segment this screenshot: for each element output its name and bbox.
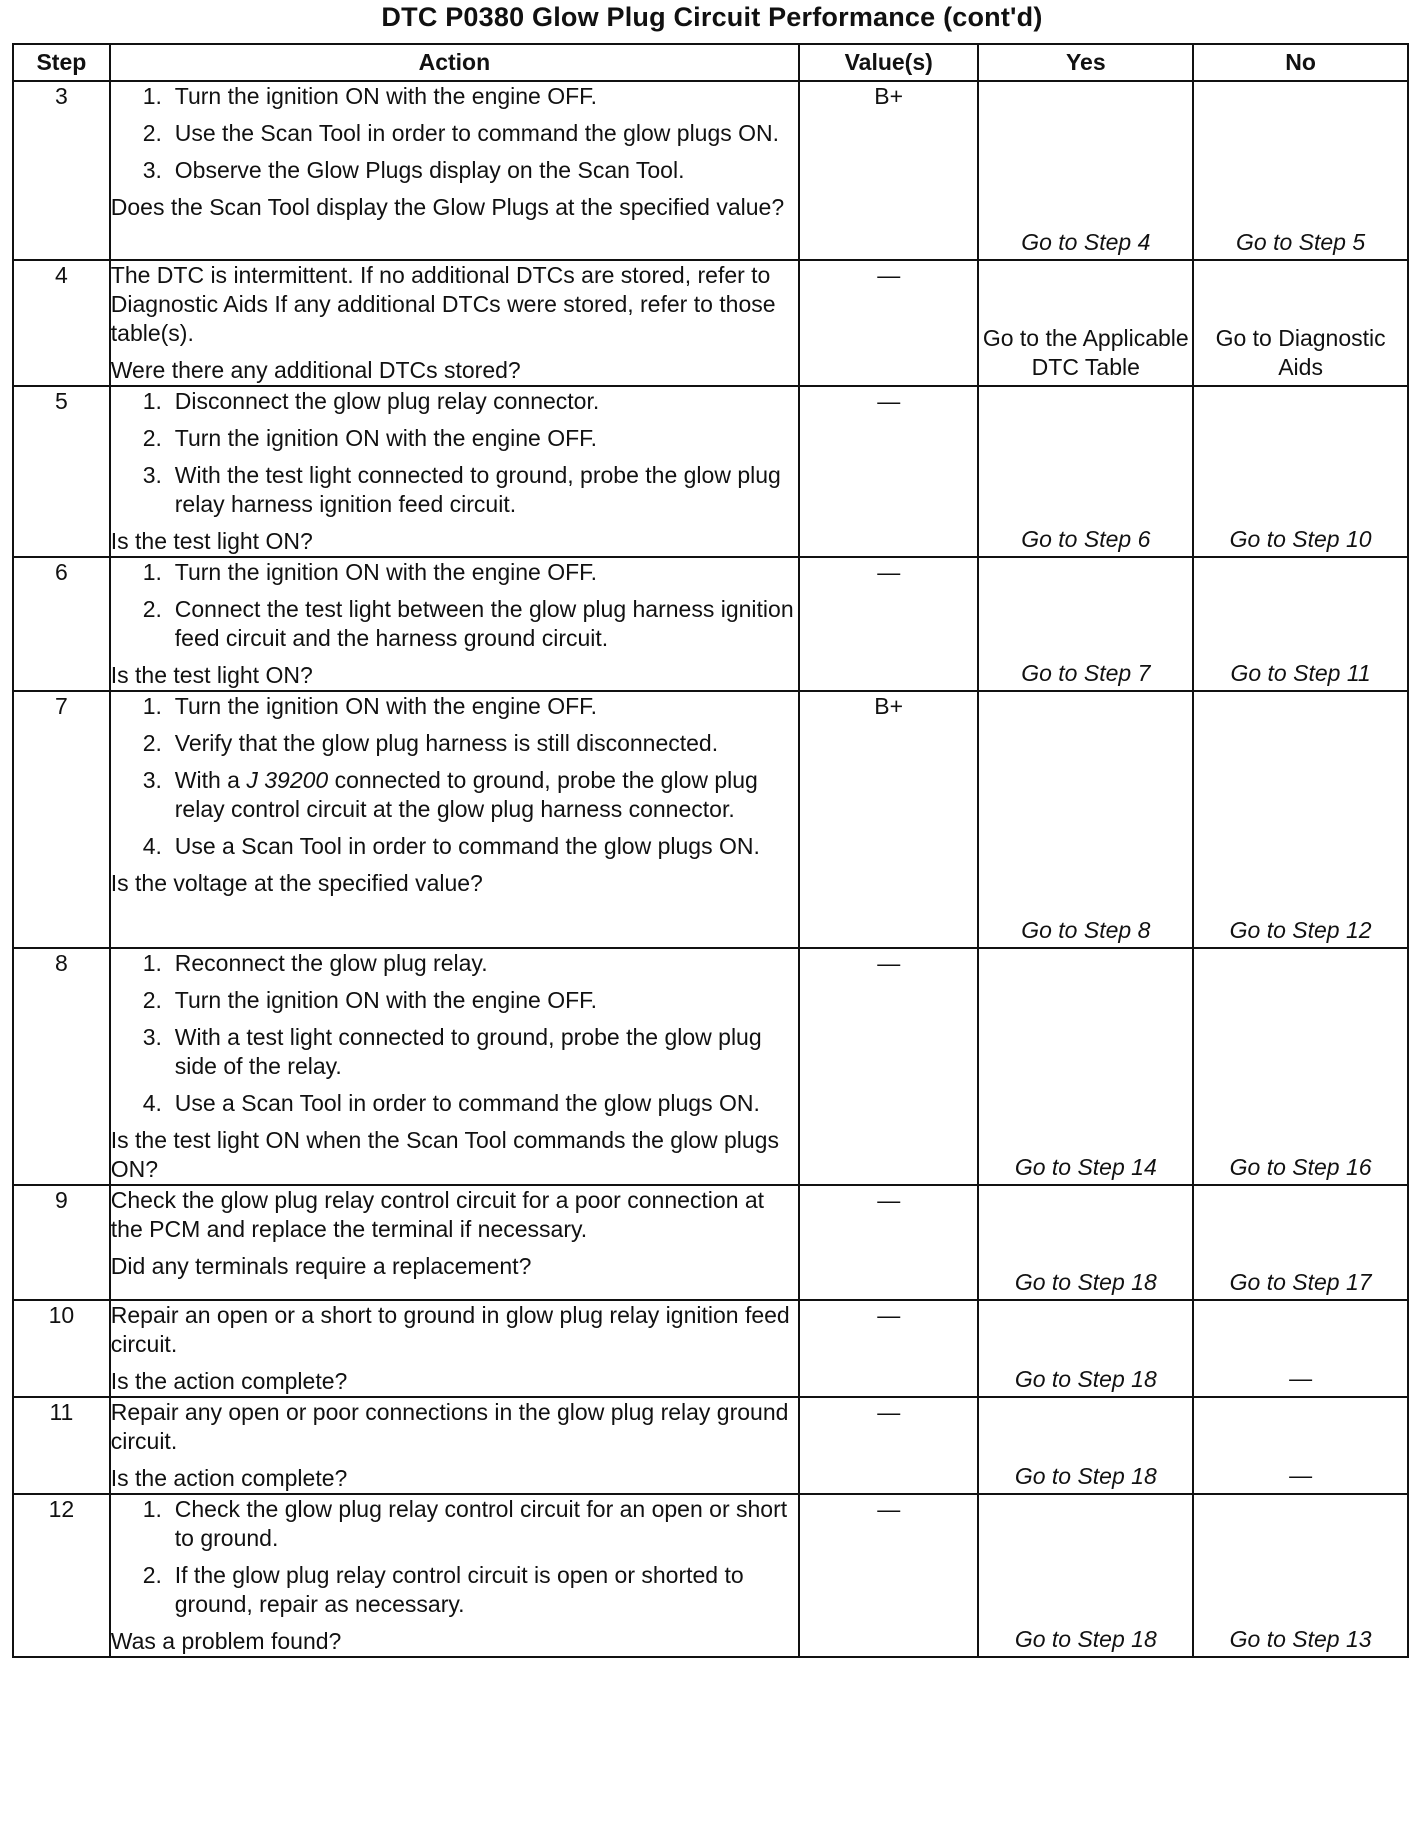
action-step-number: 1. (142, 950, 162, 976)
table-row (13, 260, 1408, 386)
yes-cell (978, 1397, 1193, 1494)
action-step-text: Turn the ignition ON with the engine OFF. (174, 987, 598, 1013)
action-step-item (143, 949, 798, 978)
action-text: Check the glow plug relay control circuit for a poor connection at the PCM and replace the terminal if necessary. (110, 1187, 765, 1242)
action-step-number: 2. (142, 1562, 162, 1588)
table-row (13, 1397, 1408, 1494)
no-cell (1193, 386, 1408, 557)
value-cell: — (799, 1494, 978, 1657)
yes-outcome: Go to Step 14 (1014, 1154, 1157, 1180)
step-cell: 5 (13, 386, 110, 557)
action-step-text: Use a Scan Tool in order to command the glow plugs ON. (174, 833, 760, 859)
yes-cell (978, 1300, 1193, 1397)
value-cell: — (799, 260, 978, 386)
action-steps-list (111, 82, 798, 185)
action-step-number: 2. (142, 596, 162, 622)
no-outcome: Go to Step 5 (1236, 229, 1366, 255)
yes-outcome: Go to Step 18 (1014, 1269, 1157, 1295)
action-cell (110, 81, 799, 260)
action-step-number: 1. (142, 559, 162, 585)
no-cell (1193, 1185, 1408, 1300)
action-step-item (143, 1023, 798, 1081)
table-row (13, 81, 1408, 260)
step-cell: 9 (13, 1185, 110, 1300)
no-outcome: Go to Step 10 (1229, 526, 1372, 552)
yes-cell (978, 948, 1193, 1185)
no-cell (1193, 1397, 1408, 1494)
action-step-text: With the test light connected to ground, probe the glow plug relay harness ignition feed circuit. (174, 462, 781, 517)
action-step-text: Turn the ignition ON with the engine OFF. (174, 83, 598, 109)
action-step-text: Observe the Glow Plugs display on the Scan Tool. (174, 157, 685, 183)
action-step-text: Use the Scan Tool in order to command the glow plugs ON. (174, 120, 780, 146)
action-step-number: 1. (142, 1496, 162, 1522)
action-question: Were there any additional DTCs stored? (110, 357, 521, 383)
action-question: Did any terminals require a replacement? (110, 1253, 532, 1279)
action-steps-list (111, 949, 798, 1118)
step-cell: 11 (13, 1397, 110, 1494)
action-step-number: 4. (142, 833, 162, 859)
action-step-number: 2. (142, 730, 162, 756)
table-row (13, 1494, 1408, 1657)
table-row (13, 691, 1408, 948)
action-step-number: 2. (142, 425, 162, 451)
action-step-item (143, 1561, 798, 1619)
no-outcome: Go to Step 12 (1229, 917, 1372, 943)
value-cell: — (799, 386, 978, 557)
table-row (13, 1185, 1408, 1300)
action-steps-list (111, 692, 798, 861)
no-outcome: Go to Step 16 (1229, 1154, 1372, 1180)
yes-outcome: Go to Step 18 (1014, 1366, 1157, 1392)
no-outcome: Go to Diagnostic Aids (1215, 325, 1386, 380)
value-cell: — (799, 557, 978, 691)
header-yes: Yes (978, 44, 1193, 81)
yes-cell (978, 691, 1193, 948)
action-step-item (143, 986, 798, 1015)
step-cell: 6 (13, 557, 110, 691)
action-step-text: Reconnect the glow plug relay. (174, 950, 488, 976)
no-dash: — (1289, 1365, 1313, 1391)
header-no: No (1193, 44, 1408, 81)
header-action: Action (110, 44, 799, 81)
action-question: Is the voltage at the specified value? (110, 870, 483, 896)
action-step-text: With a test light connected to ground, probe the glow plug side of the relay. (174, 1024, 762, 1079)
action-step-item (143, 1495, 798, 1553)
action-step-item (143, 1089, 798, 1118)
action-step-text: Verify that the glow plug harness is still disconnected. (174, 730, 719, 756)
no-cell (1193, 1300, 1408, 1397)
no-dash: — (1289, 1462, 1313, 1488)
action-question: Is the test light ON? (110, 662, 313, 688)
action-steps-list (111, 387, 798, 519)
yes-cell (978, 1494, 1193, 1657)
yes-cell (978, 260, 1193, 386)
no-cell (1193, 81, 1408, 260)
action-step-item (143, 119, 798, 148)
step-cell: 8 (13, 948, 110, 1185)
action-question: Does the Scan Tool display the Glow Plugs at the specified value? (110, 194, 785, 220)
action-step-text: Turn the ignition ON with the engine OFF. (174, 559, 598, 585)
header-value: Value(s) (799, 44, 978, 81)
no-cell (1193, 1494, 1408, 1657)
action-question: Is the action complete? (110, 1368, 348, 1394)
value-cell: — (799, 1300, 978, 1397)
no-cell (1193, 260, 1408, 386)
action-cell (110, 386, 799, 557)
action-cell (110, 691, 799, 948)
action-step-number: 1. (142, 693, 162, 719)
yes-cell (978, 386, 1193, 557)
action-cell (110, 1185, 799, 1300)
yes-outcome: Go to Step 18 (1014, 1463, 1157, 1489)
diagnostic-table (12, 43, 1409, 1658)
action-step-text: Disconnect the glow plug relay connector. (174, 388, 600, 414)
step-cell: 7 (13, 691, 110, 948)
table-row (13, 557, 1408, 691)
action-step-item (143, 82, 798, 111)
action-cell (110, 1300, 799, 1397)
step-cell: 12 (13, 1494, 110, 1657)
table-row (13, 386, 1408, 557)
yes-cell (978, 81, 1193, 260)
action-step-number: 3. (142, 767, 162, 793)
action-text: The DTC is intermittent. If no additional DTCs are stored, refer to Diagnostic Aids If any additional DTCs were stored, refer to those table(s). (110, 262, 776, 346)
action-step-item (143, 461, 798, 519)
no-cell (1193, 691, 1408, 948)
no-outcome: Go to Step 13 (1229, 1626, 1372, 1652)
action-step-item (143, 387, 798, 416)
table-row (13, 948, 1408, 1185)
action-step-text: Turn the ignition ON with the engine OFF. (174, 693, 598, 719)
value-cell: B+ (799, 691, 978, 948)
action-text: Repair an open or a short to ground in glow plug relay ignition feed circuit. (110, 1302, 790, 1357)
value-cell: — (799, 1397, 978, 1494)
action-step-item (143, 558, 798, 587)
action-cell (110, 1397, 799, 1494)
action-step-text: If the glow plug relay control circuit is open or shorted to ground, repair as necessary. (174, 1562, 744, 1617)
yes-outcome: Go to Step 18 (1014, 1626, 1157, 1652)
value-cell: B+ (799, 81, 978, 260)
table-header-row (13, 44, 1408, 81)
action-step-item (143, 595, 798, 653)
action-text: Repair any open or poor connections in the glow plug relay ground circuit. (110, 1399, 789, 1454)
no-cell (1193, 557, 1408, 691)
action-step-number: 3. (142, 462, 162, 488)
yes-outcome: Go to the Applicable DTC Table (982, 325, 1189, 380)
action-question: Is the test light ON when the Scan Tool commands the glow plugs ON? (110, 1127, 779, 1182)
action-steps-list (111, 1495, 798, 1619)
action-step-item (143, 729, 798, 758)
action-step-item (143, 424, 798, 453)
action-step-text: Turn the ignition ON with the engine OFF. (174, 425, 598, 451)
value-cell: — (799, 948, 978, 1185)
step-cell: 3 (13, 81, 110, 260)
action-cell (110, 1494, 799, 1657)
step-cell: 10 (13, 1300, 110, 1397)
action-question: Is the test light ON? (110, 528, 313, 554)
action-step-item (143, 156, 798, 185)
action-step-item (143, 692, 798, 721)
no-outcome: Go to Step 17 (1229, 1269, 1372, 1295)
action-cell (110, 948, 799, 1185)
no-outcome: Go to Step 11 (1230, 660, 1371, 686)
value-cell: — (799, 1185, 978, 1300)
action-step-number: 1. (142, 388, 162, 414)
action-question: Was a problem found? (110, 1628, 342, 1654)
table-row (13, 1300, 1408, 1397)
header-step: Step (13, 44, 110, 81)
action-step-number: 3. (142, 1024, 162, 1050)
action-step-number: 3. (142, 157, 162, 183)
yes-outcome: Go to Step 4 (1021, 229, 1151, 255)
yes-outcome: Go to Step 7 (1021, 660, 1151, 686)
action-question: Is the action complete? (110, 1465, 348, 1491)
tool-name: J 39200 (246, 767, 329, 793)
action-step-number: 2. (142, 120, 162, 146)
action-step-item (143, 832, 798, 861)
yes-outcome: Go to Step 6 (1021, 526, 1151, 552)
action-step-number: 1. (142, 83, 162, 109)
action-step-text: Use a Scan Tool in order to command the glow plugs ON. (174, 1090, 760, 1116)
table-body (13, 81, 1408, 1657)
action-step-text: Check the glow plug relay control circuit for an open or short to ground. (174, 1496, 788, 1551)
action-steps-list (111, 558, 798, 653)
action-cell (110, 260, 799, 386)
action-step-number: 4. (142, 1090, 162, 1116)
action-cell (110, 557, 799, 691)
action-step-text: With a J 39200 connected to ground, probe the glow plug relay control circuit at the glow plug harness connector. (174, 767, 758, 822)
step-cell: 4 (13, 260, 110, 386)
action-step-number: 2. (142, 987, 162, 1013)
no-cell (1193, 948, 1408, 1185)
yes-cell (978, 557, 1193, 691)
page-title: DTC P0380 Glow Plug Circuit Performance (cont'd) (381, 2, 1043, 32)
action-step-text: Connect the test light between the glow plug harness ignition feed circuit and the harness ground circuit. (174, 596, 794, 651)
yes-outcome: Go to Step 8 (1021, 917, 1151, 943)
yes-cell (978, 1185, 1193, 1300)
action-step-item (143, 766, 798, 824)
